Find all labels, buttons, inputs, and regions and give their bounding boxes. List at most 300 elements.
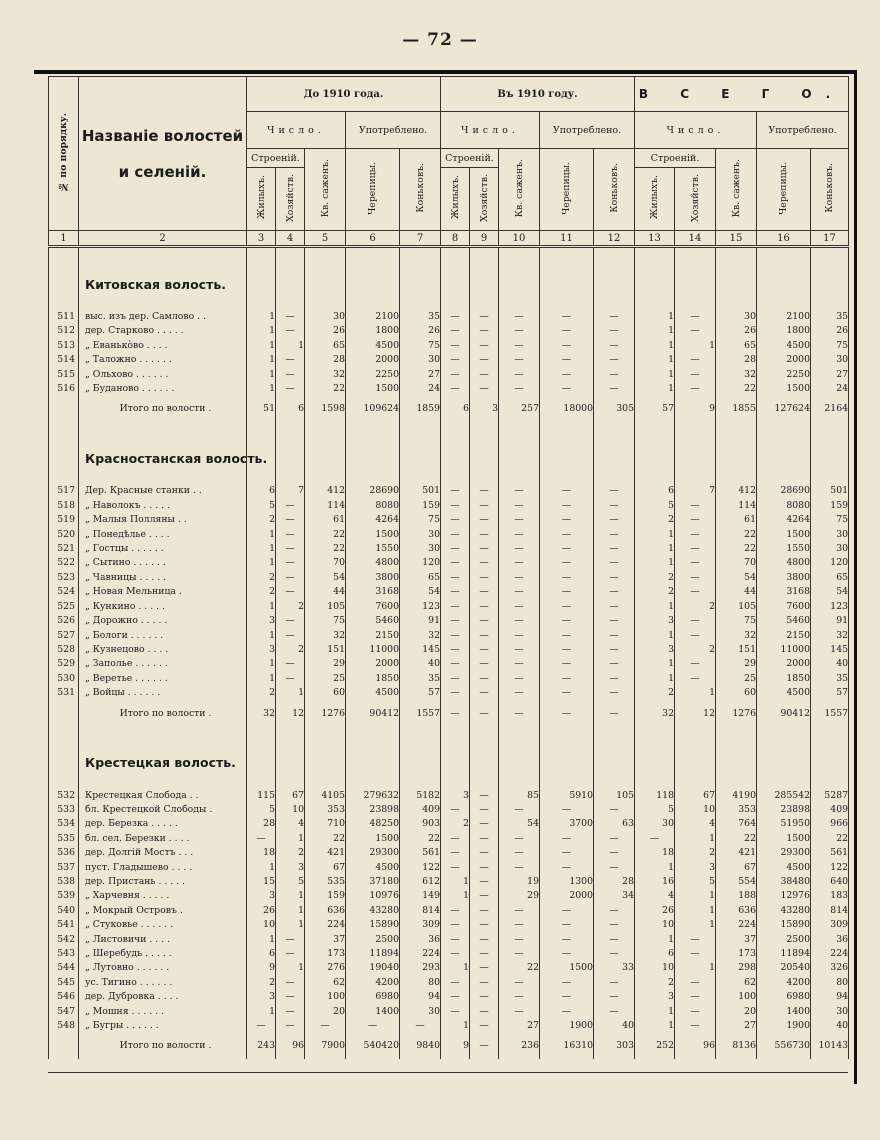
total-cell: 90412	[757, 701, 811, 727]
data-cell: 28	[594, 875, 635, 889]
data-cell: —	[540, 846, 594, 860]
data-cell: 6	[635, 484, 675, 498]
data-cell: —	[540, 382, 594, 396]
data-cell: 2	[247, 585, 276, 599]
cherepitsy-header-3: Черепицы.	[757, 149, 811, 231]
data-cell: —	[441, 513, 470, 527]
settlement-name: „ Малыя Полляны . .	[79, 513, 247, 527]
data-cell: 1900	[757, 1019, 811, 1033]
data-cell: —	[540, 657, 594, 671]
data-cell: 561	[811, 846, 849, 860]
data-cell: —	[594, 353, 635, 367]
empty-cell	[594, 777, 635, 789]
data-cell: 1	[276, 686, 305, 700]
data-cell: 118	[635, 789, 675, 803]
data-cell: 30	[635, 817, 675, 831]
empty-cell	[247, 247, 276, 299]
data-cell: —	[675, 933, 716, 947]
data-cell: 2	[635, 513, 675, 527]
data-cell: 2	[635, 585, 675, 599]
data-cell: 4500	[346, 861, 400, 875]
total-row	[49, 396, 849, 422]
data-cell: 15	[247, 875, 276, 889]
data-cell: 1	[276, 961, 305, 975]
data-cell: —	[540, 803, 594, 817]
data-cell: 5	[635, 803, 675, 817]
data-cell: 123	[400, 600, 441, 614]
empty-cell	[635, 472, 675, 484]
data-cell: —	[470, 643, 499, 657]
data-cell: 32	[305, 629, 346, 643]
total-cell: 3	[470, 396, 499, 422]
data-cell: 5	[635, 499, 675, 513]
empty-cell	[470, 422, 499, 472]
data-cell: 6	[247, 484, 276, 498]
data-cell: —	[540, 832, 594, 846]
total-cell: —	[470, 1033, 499, 1059]
data-cell: 75	[305, 614, 346, 628]
data-cell: —	[675, 542, 716, 556]
empty-cell	[49, 247, 79, 299]
data-cell: 36	[400, 933, 441, 947]
empty-cell	[305, 472, 346, 484]
data-cell: 61	[716, 513, 757, 527]
data-cell: —	[675, 672, 716, 686]
data-cell: 1550	[757, 542, 811, 556]
data-cell: 67	[305, 861, 346, 875]
data-cell: 224	[305, 918, 346, 932]
data-cell: 29300	[346, 846, 400, 860]
data-cell: —	[247, 832, 276, 846]
column-number: 17	[811, 231, 849, 247]
data-cell: —	[441, 614, 470, 628]
empty-cell	[470, 298, 499, 310]
data-cell: 3	[635, 990, 675, 1004]
data-cell: 20	[716, 1005, 757, 1019]
row-number: 540	[49, 904, 79, 918]
data-cell: 4500	[346, 686, 400, 700]
data-cell: 32	[716, 368, 757, 382]
khozyaystv-header-1: Хозяйств.	[276, 168, 305, 231]
data-cell: 123	[811, 600, 849, 614]
column-number-row	[49, 231, 849, 247]
data-cell: 7600	[757, 600, 811, 614]
data-cell: 27	[499, 1019, 540, 1033]
data-cell: —	[470, 339, 499, 353]
data-cell: 1	[247, 629, 276, 643]
data-cell: —	[499, 382, 540, 396]
table-row	[49, 846, 849, 860]
data-cell: 94	[400, 990, 441, 1004]
data-cell: —	[470, 990, 499, 1004]
data-cell: 151	[716, 643, 757, 657]
empty-cell	[716, 727, 757, 777]
data-cell: 1	[635, 657, 675, 671]
data-cell: —	[594, 918, 635, 932]
total-cell	[49, 1033, 79, 1059]
data-cell: 22	[716, 382, 757, 396]
total-cell: 1598	[305, 396, 346, 422]
data-cell: 5460	[757, 614, 811, 628]
data-cell: 27	[811, 368, 849, 382]
empty-cell	[675, 777, 716, 789]
data-cell: —	[594, 686, 635, 700]
column-number: 2	[79, 231, 247, 247]
data-cell: 1	[635, 339, 675, 353]
row-number: 527	[49, 629, 79, 643]
total-cell: 303	[594, 1033, 635, 1059]
data-cell: 1	[247, 310, 276, 324]
data-cell: 1	[635, 629, 675, 643]
data-cell: 535	[305, 875, 346, 889]
data-cell: —	[594, 324, 635, 338]
data-cell: 3	[276, 861, 305, 875]
data-cell: 62	[305, 976, 346, 990]
stroeniy-header-2: Строеній.	[441, 149, 499, 168]
data-cell: —	[441, 803, 470, 817]
konkov-header-2: Коньковъ.	[594, 149, 635, 231]
data-cell: 554	[716, 875, 757, 889]
data-cell: —	[441, 368, 470, 382]
data-cell: 67	[276, 789, 305, 803]
spacer-row	[49, 472, 849, 484]
data-cell: 6980	[757, 990, 811, 1004]
data-cell: 33	[594, 961, 635, 975]
data-cell: 22	[811, 832, 849, 846]
empty-cell	[635, 298, 675, 310]
row-number: 519	[49, 513, 79, 527]
data-cell: —	[276, 1019, 305, 1033]
kv-header-1: Кв. саженъ.	[305, 149, 346, 231]
data-cell: 36	[811, 933, 849, 947]
data-cell: —	[675, 1019, 716, 1033]
data-cell: 2250	[757, 368, 811, 382]
empty-cell	[757, 422, 811, 472]
empty-cell	[716, 298, 757, 310]
data-cell: 903	[400, 817, 441, 831]
data-cell: —	[499, 310, 540, 324]
total-cell: 305	[594, 396, 635, 422]
data-cell: 2	[635, 976, 675, 990]
total-cell: —	[441, 701, 470, 727]
data-cell: 1500	[757, 832, 811, 846]
data-cell: 4	[635, 889, 675, 903]
data-cell: 4264	[757, 513, 811, 527]
data-cell: —	[470, 889, 499, 903]
empty-cell	[716, 777, 757, 789]
settlement-name: „ Кузнецово . . . .	[79, 643, 247, 657]
data-cell: 2000	[346, 353, 400, 367]
data-cell: —	[594, 629, 635, 643]
data-cell: 40	[811, 657, 849, 671]
data-cell: —	[499, 686, 540, 700]
data-cell: 1	[247, 657, 276, 671]
data-cell: 224	[811, 947, 849, 961]
settlement-name: дер. Старково . . . . .	[79, 324, 247, 338]
konkov-header-3: Коньковъ.	[811, 149, 849, 231]
data-cell: 26	[400, 324, 441, 338]
data-cell: —	[540, 353, 594, 367]
total-cell: 90412	[346, 701, 400, 727]
data-cell: —	[594, 904, 635, 918]
table-row	[49, 600, 849, 614]
empty-cell	[594, 472, 635, 484]
data-cell: 1400	[757, 1005, 811, 1019]
data-cell: 1	[247, 542, 276, 556]
settlement-name: „ Еванько̀во . . . .	[79, 339, 247, 353]
data-cell: 6980	[346, 990, 400, 1004]
data-cell: 409	[811, 803, 849, 817]
data-cell: —	[499, 513, 540, 527]
data-cell: 3	[247, 990, 276, 1004]
empty-cell	[716, 247, 757, 299]
table-row	[49, 1019, 849, 1033]
data-cell: 279632	[346, 789, 400, 803]
data-cell: 29	[305, 657, 346, 671]
khozyaystv-header-3: Хозяйств.	[675, 168, 716, 231]
data-cell: —	[540, 672, 594, 686]
data-cell: —	[441, 643, 470, 657]
empty-cell	[49, 777, 79, 789]
total-cell: 9	[441, 1033, 470, 1059]
cherepitsy-header-2: Черепицы.	[540, 149, 594, 231]
settlement-name: „ Дорожно . . . . .	[79, 614, 247, 628]
settlement-name: Дер. Красные станки . .	[79, 484, 247, 498]
row-number: 538	[49, 875, 79, 889]
data-cell: —	[499, 918, 540, 932]
data-cell: 1	[276, 918, 305, 932]
data-cell: —	[540, 310, 594, 324]
data-cell: 54	[716, 571, 757, 585]
data-cell: —	[499, 933, 540, 947]
data-cell: —	[499, 629, 540, 643]
data-cell: —	[470, 484, 499, 498]
empty-cell	[811, 247, 849, 299]
total-cell	[49, 701, 79, 727]
row-number: 531	[49, 686, 79, 700]
data-cell: —	[470, 513, 499, 527]
data-cell: 57	[400, 686, 441, 700]
data-cell: 43280	[757, 904, 811, 918]
period2-header: Въ 1910 году.	[441, 77, 635, 112]
data-cell: —	[594, 600, 635, 614]
data-cell: 1500	[346, 528, 400, 542]
table-row	[49, 832, 849, 846]
data-cell: —	[540, 600, 594, 614]
data-cell: 353	[305, 803, 346, 817]
data-cell: 5287	[811, 789, 849, 803]
data-cell: 1	[675, 904, 716, 918]
table-row	[49, 789, 849, 803]
data-cell: —	[247, 1019, 276, 1033]
data-cell: 105	[594, 789, 635, 803]
row-number: 535	[49, 832, 79, 846]
kv-header-3: Кв. саженъ.	[716, 149, 757, 231]
data-cell: 1	[441, 961, 470, 975]
data-cell: —	[540, 585, 594, 599]
row-number: 515	[49, 368, 79, 382]
data-cell: —	[675, 1005, 716, 1019]
data-cell: —	[276, 310, 305, 324]
row-number: 513	[49, 339, 79, 353]
data-cell: 115	[247, 789, 276, 803]
data-cell: —	[594, 614, 635, 628]
data-cell: 54	[499, 817, 540, 831]
settlement-name: „ Ольхово . . . . . .	[79, 368, 247, 382]
row-number: 514	[49, 353, 79, 367]
data-cell: —	[540, 643, 594, 657]
empty-cell	[499, 777, 540, 789]
table-row	[49, 803, 849, 817]
data-cell: 2000	[540, 889, 594, 903]
data-cell: 5	[675, 875, 716, 889]
empty-cell	[757, 247, 811, 299]
data-cell: —	[594, 571, 635, 585]
data-cell: 60	[305, 686, 346, 700]
empty-cell	[400, 727, 441, 777]
data-cell: 1	[247, 339, 276, 353]
section-title: Крестецкая волость.	[79, 727, 247, 777]
data-cell: —	[499, 339, 540, 353]
empty-cell	[79, 472, 247, 484]
settlement-name: дер. Березка . . . . .	[79, 817, 247, 831]
data-cell: 26	[635, 904, 675, 918]
empty-cell	[346, 298, 400, 310]
data-cell: 26	[716, 324, 757, 338]
data-cell: 57	[811, 686, 849, 700]
data-cell: 10976	[346, 889, 400, 903]
data-cell: 1	[441, 889, 470, 903]
data-cell: 224	[400, 947, 441, 961]
data-cell: —	[470, 861, 499, 875]
data-cell: 1	[276, 339, 305, 353]
data-cell: 1	[675, 339, 716, 353]
chislo-header-3: Число.	[635, 112, 757, 149]
row-number: 518	[49, 499, 79, 513]
data-cell: —	[470, 947, 499, 961]
settlement-name: „ Чавницы . . . . .	[79, 571, 247, 585]
data-cell: 29	[499, 889, 540, 903]
empty-cell	[540, 298, 594, 310]
page-number: — 72 —	[402, 30, 478, 50]
data-cell: —	[540, 933, 594, 947]
data-cell: 1500	[346, 832, 400, 846]
empty-cell	[757, 777, 811, 789]
data-cell: —	[441, 542, 470, 556]
empty-cell	[675, 727, 716, 777]
data-cell: —	[594, 368, 635, 382]
data-cell: —	[470, 310, 499, 324]
data-cell: —	[675, 657, 716, 671]
data-cell: 1900	[540, 1019, 594, 1033]
data-cell: 421	[305, 846, 346, 860]
data-cell: 421	[716, 846, 757, 860]
empty-cell	[635, 247, 675, 299]
cherepitsy-header-1: Черепицы.	[346, 149, 400, 231]
data-cell: —	[540, 571, 594, 585]
data-cell: 149	[400, 889, 441, 903]
data-cell: —	[675, 990, 716, 1004]
settlement-name: „ Листовичи . . . .	[79, 933, 247, 947]
table-row	[49, 961, 849, 975]
data-cell: —	[499, 846, 540, 860]
data-cell: 80	[811, 976, 849, 990]
data-cell: —	[499, 499, 540, 513]
table-row	[49, 933, 849, 947]
data-cell: —	[594, 542, 635, 556]
total-cell: 32	[247, 701, 276, 727]
data-cell: 54	[400, 585, 441, 599]
data-cell: 85	[499, 789, 540, 803]
total-cell: 257	[499, 396, 540, 422]
data-cell: 159	[811, 499, 849, 513]
column-number: 1	[49, 231, 79, 247]
data-cell: —	[499, 600, 540, 614]
data-cell: 4800	[757, 556, 811, 570]
total-cell: 8136	[716, 1033, 757, 1059]
settlement-name: выс. изъ дер. Самлово . .	[79, 310, 247, 324]
data-cell: —	[499, 556, 540, 570]
data-cell: —	[594, 484, 635, 498]
data-cell: 19040	[346, 961, 400, 975]
data-cell: 75	[400, 513, 441, 527]
data-cell: 1500	[346, 382, 400, 396]
data-cell: —	[441, 484, 470, 498]
data-cell: 4105	[305, 789, 346, 803]
data-cell: —	[276, 976, 305, 990]
empty-cell	[305, 298, 346, 310]
data-cell: 20	[305, 1005, 346, 1019]
data-cell: 30	[400, 1005, 441, 1019]
data-cell: 1800	[346, 324, 400, 338]
data-cell: —	[441, 1005, 470, 1019]
total-cell: 1276	[305, 701, 346, 727]
data-cell: 3	[675, 861, 716, 875]
data-cell: 3800	[757, 571, 811, 585]
data-cell: 710	[305, 817, 346, 831]
data-cell: 814	[400, 904, 441, 918]
data-cell: 1500	[757, 382, 811, 396]
data-cell: —	[540, 324, 594, 338]
total-cell	[49, 396, 79, 422]
data-cell: —	[276, 1005, 305, 1019]
column-number: 14	[675, 231, 716, 247]
settlement-name: бл. сел. Березки . . . .	[79, 832, 247, 846]
data-cell: —	[594, 339, 635, 353]
data-cell: 3	[247, 614, 276, 628]
data-cell: —	[470, 353, 499, 367]
data-cell: —	[499, 324, 540, 338]
data-cell: 612	[400, 875, 441, 889]
data-cell: 151	[305, 643, 346, 657]
data-cell: —	[470, 614, 499, 628]
total-cell: 1859	[400, 396, 441, 422]
data-cell: —	[441, 600, 470, 614]
data-cell: 2000	[757, 353, 811, 367]
empty-cell	[276, 422, 305, 472]
data-cell: —	[470, 904, 499, 918]
data-cell: —	[540, 542, 594, 556]
settlement-name: „ Буданово . . . . . .	[79, 382, 247, 396]
data-cell: 1	[247, 556, 276, 570]
data-cell: 70	[305, 556, 346, 570]
empty-cell	[400, 422, 441, 472]
data-cell: 1	[635, 600, 675, 614]
spacer-row	[49, 298, 849, 310]
table-row	[49, 542, 849, 556]
data-cell: 2500	[757, 933, 811, 947]
data-cell: 173	[305, 947, 346, 961]
